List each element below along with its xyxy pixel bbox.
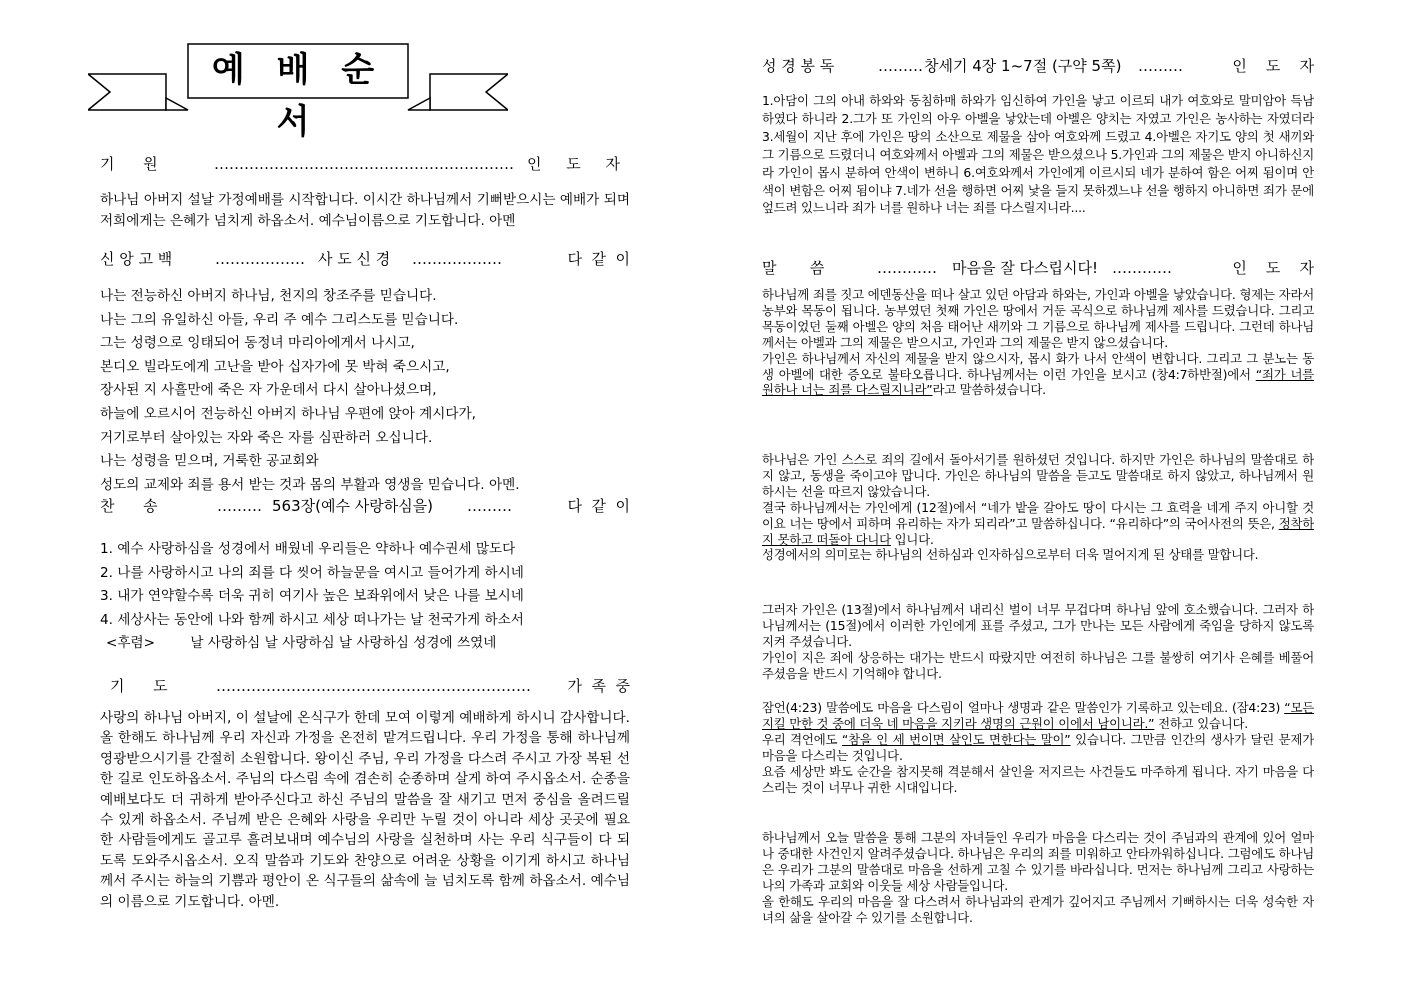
sermon-text: 있습니다. 그만큼 인간의 생사가 달린 문제가 마음을 다스리는 것입니다. bbox=[762, 731, 1314, 763]
reading-label: 성 경 봉 독 bbox=[762, 57, 835, 75]
hymn-verse: 4. 세상사는 동안에 나와 함께 하시고 세상 떠나가는 날 천국가게 하소서 bbox=[100, 611, 524, 628]
reading-dots-right: ……… bbox=[1138, 57, 1183, 75]
hymn-verse: 1. 예수 사랑하심을 성경에서 배웠네 우리들은 약하나 예수권세 많도다 bbox=[100, 541, 516, 557]
sermon-body-2 bbox=[762, 452, 1314, 563]
sermon-paragraph bbox=[762, 732, 1314, 764]
sermon-paragraph: 성경에서의 의미로는 하나님의 선하심과 인자하심으로부터 더욱 멀어지게 된 상태를 말합니다. bbox=[762, 547, 1259, 563]
hymn-chorus bbox=[100, 632, 524, 656]
sermon-quote: “참을 인 세 번이면 살인도 면한다는 말이” bbox=[841, 731, 1071, 747]
sermon-paragraph: 하나님께서 오늘 말씀을 통해 그분의 자녀들인 우리가 마음을 다스리는 것이 주님과의 관계에 있어 얼마나 중대한 사건인지 알려주셨습니다. 하나님은 우리의 죄를 미워하고 안타까워하십니다. 그럼에도 하나님은 우리가 그분의 말씀대로 마음을 선하게 고칠 수 있기를 바라십니다. 먼저는 하나님께 그리고 사랑하는 나의 가족과 교회와 이웃들 세상 사람들입니다. bbox=[762, 830, 1314, 893]
creed-line: 나는 성령을 믿으며, 거룩한 공교회와 bbox=[100, 453, 319, 470]
creed-leader: 다 같 이 bbox=[567, 250, 630, 268]
reading-heading bbox=[762, 52, 1314, 80]
sermon-paragraph: 그러자 가인은 (13절)에서 하나님께서 내리신 벌이 너무 무겁다며 하나님 앞에 호소했습니다. 그러자 하나님께서는 (15절)에서 이러한 가인에게 표를 주셨고, 그가 만나는 모든 사람에게 죽임을 당하지 않도록 지켜 주셨습니다. bbox=[762, 602, 1314, 649]
sermon-body-5 bbox=[762, 830, 1314, 925]
invocation-leader: 인 도 자 bbox=[526, 155, 630, 173]
sermon-quote: “모든 지킬 만한 것 중에 더욱 네 마음을 지키라 생명의 근원이 이에서 남이니라.” bbox=[762, 700, 1314, 731]
page-title: 예 배 순 서 bbox=[211, 50, 385, 142]
left-column bbox=[100, 0, 630, 992]
prayer-text: 사랑의 하나님 아버지, 이 설날에 온식구가 한데 모여 이렇게 예배하게 하시니 감사합니다. 올 한해도 하나님께 우리 자신과 가정을 온전히 맡겨드립니다. 우리 가정을 통해 하나님께 영광받으시기를 간절히 소원합니다. 왕이신 주님, 우리 가정을 다스려 주시고 가장 복된 선한 길로 인도하옵소서. 주님의 다스림 속에 겸손히 순종하며 살게 하여 주시옵소서. 순종을 예배보다도 더 귀하게 받아주신다고 하신 주님의 말씀을 잘 새기고 먼저 중심을 올려드릴 수 있게 하옵소서. 주님께 받은 은혜와 사랑을 우리만 누릴 것이 아니라 세상 곳곳에 필요한 사람들에게도 골고루 흘려보내며 예수님의 사랑을 실천하며 사는 우리 식구들이 다 되도록 도와주시옵소서. 오직 말씀과 기도와 찬양으로 어려운 상황을 이기게 하시고 하나님께서 주시는 하늘의 기쁨과 평안이 온 식구들의 삶속에 늘 넘치도록 함께 하옵소서. 예수님의 이름으로 기도합니다. 아멘. bbox=[100, 710, 630, 910]
hymn-verse: 2. 나를 사랑하시고 나의 죄를 다 씻어 하늘문을 여시고 들어가게 하시네 bbox=[100, 564, 524, 581]
sermon-text: 라고 말씀하셨습니다. bbox=[932, 382, 1046, 398]
invocation-label: 기 원 bbox=[100, 155, 158, 173]
sermon-text: 입니다. bbox=[890, 531, 934, 547]
hymn-dots-right: ……… bbox=[467, 497, 512, 515]
hymn-verses bbox=[100, 538, 524, 656]
sermon-paragraph: 하나님은 가인 스스로 죄의 길에서 돌아서기를 원하셨던 것입니다. 하지만 가인은 하나님의 말씀대로 하지 않고, 동생을 죽이고야 맙니다. 가인은 하나님의 말씀을 듣고도 말씀대로 하지 않았고, 하나님께서 원하시는 선을 따르지 않았습니다. bbox=[762, 452, 1314, 499]
creed-heading bbox=[100, 245, 630, 273]
sermon-paragraph: 올 한해도 우리의 마음을 잘 다스려서 하나님과의 관계가 깊어지고 주님께서 기뻐하시는 더욱 성숙한 자녀의 삶을 살아갈 수 있기를 소원합니다. bbox=[762, 893, 1314, 925]
creed-dots-right: ……………… bbox=[412, 250, 502, 268]
sermon-paragraph bbox=[762, 351, 1314, 399]
sermon-paragraph: 요즘 세상만 봐도 순간을 참지못해 격분해서 살인을 저지르는 사건들도 마주하게 됩니다. 자기 마음을 다스리는 것이 너무나 귀한 시대입니다. bbox=[762, 763, 1314, 795]
sermon-text: 결국 하나님께서는 가인에게 (12절)에서 “네가 밭을 갈아도 땅이 다시는 그 효력을 네게 주지 아니할 것이요 너는 땅에서 피하며 유리하는 자가 되리라”고 말씀하십니다. “유리하다”의 국어사전의 뜻은, bbox=[762, 499, 1314, 531]
reading-title: 창세기 4장 1~7절 (구약 5쪽) bbox=[924, 57, 1122, 75]
prayer-dots: ……………………………………………………… bbox=[216, 677, 531, 695]
sermon-text: 전하고 있습니다. bbox=[1154, 715, 1249, 731]
creed-title: 사 도 신 경 bbox=[318, 250, 391, 268]
hymn-verse: 3. 내가 연약할수록 더욱 귀히 여기사 높은 보좌위에서 낮은 나를 보시네 bbox=[100, 588, 524, 605]
creed-text bbox=[100, 285, 520, 497]
hymn-label: 찬 송 bbox=[100, 497, 158, 515]
sermon-paragraph: 하나님께 죄를 짓고 에덴동산을 떠나 살고 있던 아담과 하와는, 가인과 아벨을 낳았습니다. 형제는 자라서 농부와 목동이 됩니다. 농부였던 첫째 가인은 땅에서 거둔 곡식으로 하나님께 제사를 드렸습니다. 그리고 목동이었던 둘째 아벨은 양의 처음 태어난 새끼와 그 기름으로 하나님께 제사를 드립니다. 그런데 하나님께서는 아벨과 그의 제물은 받으시고, 가인과 그의 제물은 받지 않으셨습니다. bbox=[762, 287, 1314, 350]
creed-line: 본디오 빌라도에게 고난을 받아 십자가에 못 박혀 죽으시고, bbox=[100, 358, 450, 375]
sermon-paragraph: 가인이 지은 죄에 상응하는 대가는 반드시 따랐지만 여전히 하나님은 그를 불쌍히 여기사 은혜를 베풀어주셨음을 반드시 기억해야 합니다. bbox=[762, 649, 1314, 681]
hymn-chorus-label: <후렴> bbox=[106, 635, 156, 652]
creed-label: 신 앙 고 백 bbox=[100, 250, 173, 268]
sermon-label: 말 씀 bbox=[762, 259, 825, 277]
sermon-text: 가인은 하나님께서 자신의 제물을 받지 않으시자, 몹시 화가 나서 안색이 변합니다. 그리고 그 분노는 동생 아벨에 대한 증오로 불타오릅니다. 하나님께서는 이런 가인을 보시고 (창4:7하반절)에서 bbox=[762, 350, 1314, 382]
hymn-heading bbox=[100, 492, 630, 520]
prayer-label: 기 도 bbox=[110, 677, 168, 695]
hymn-chorus-text: 날 사랑하심 날 사랑하심 날 사랑하심 성경에 쓰였네 bbox=[190, 635, 497, 652]
right-column bbox=[762, 0, 1314, 992]
creed-line: 거기로부터 살아있는 자와 죽은 자를 심판하러 오십니다. bbox=[100, 429, 433, 446]
sermon-quote: “죄가 너를 원하나 너는 죄를 다스릴지니라” bbox=[762, 366, 1314, 398]
sermon-text: 우리 격언에도 bbox=[762, 731, 842, 747]
creed-dots-left: ……………… bbox=[215, 250, 305, 268]
sermon-body-1 bbox=[762, 287, 1314, 398]
sermon-body-3 bbox=[762, 602, 1314, 682]
sermon-leader: 인 도 자 bbox=[1232, 259, 1314, 277]
sermon-title: 마음을 잘 다스립시다! bbox=[952, 259, 1098, 277]
sermon-quote: 정착하지 못하고 떠돌아 다니다 bbox=[762, 515, 1314, 547]
reading-dots-left: ……… bbox=[878, 57, 923, 75]
hymn-leader: 다 같 이 bbox=[567, 497, 630, 515]
creed-line: 나는 전능하신 아버지 하나님, 천지의 창조주를 믿습니다. bbox=[100, 288, 437, 304]
creed-line: 나는 그의 유일하신 아들, 우리 주 예수 그리스도를 믿습니다. bbox=[100, 311, 459, 328]
sermon-body-4 bbox=[762, 700, 1314, 795]
creed-line: 그는 성령으로 잉태되어 동정녀 마리아에게서 나시고, bbox=[100, 335, 415, 352]
sermon-paragraph bbox=[762, 700, 1314, 732]
sermon-heading bbox=[762, 254, 1314, 282]
sermon-text: 잠언(4:23) 말씀에도 마음을 다스림이 얼마나 생명과 같은 말씀인가 기록하고 있는데요. (잠4:23) bbox=[762, 700, 1285, 715]
sermon-dots-left: ………… bbox=[877, 259, 937, 277]
hymn-dots-left: ……… bbox=[217, 497, 262, 515]
invocation-dots: …………………………………………………… bbox=[214, 155, 514, 173]
sermon-dots-right: ………… bbox=[1112, 259, 1172, 277]
sermon-paragraph bbox=[762, 500, 1314, 548]
title-banner bbox=[88, 38, 488, 142]
creed-line: 성도의 교제와 죄를 용서 받는 것과 몸의 부활과 영생을 믿습니다. 아멘. bbox=[100, 476, 520, 493]
prayer-leader: 가 족 중 bbox=[567, 677, 630, 695]
invocation-heading bbox=[100, 150, 630, 178]
creed-line: 하늘에 오르시어 전능하신 아버지 하나님 우편에 앉아 계시다가, bbox=[100, 405, 476, 422]
reading-text: 1.아담이 그의 아내 하와와 동침하매 하와가 임신하여 가인을 낳고 이르되 내가 여호와로 말미암아 득남하였다 하니라 2.그가 또 가인의 아우 아벨을 낳았는데 아벨은 양치는 자였고 가인은 농사하는 자였더라 3.세월이 지난 후에 가인은 땅의 소산으로 제물을 삼아 여호와께 드렸고 4.아벨은 자기도 양의 첫 새끼와 그 기름으로 드렸더니 여호와께서 아벨과 그의 제물은 받으셨으나 5.가인과 그의 제물은 받지 아니하신지라 가인이 몹시 분하여 안색이 변하니 6.여호와께서 가인에게 이르시되 네가 분하여 함은 어찌 됨이며 안색이 변함은 어찌 됨이냐 7.네가 선을 행하면 어찌 낯을 들지 못하겠느냐 선을 행하지 아니하면 죄가 문에 엎드려 있느니라 죄가 너를 원하나 너는 죄를 다스릴지니라.... bbox=[762, 93, 1314, 216]
hymn-title: 563장(예수 사랑하심을) bbox=[272, 497, 434, 515]
invocation-text: 하나님 아버지 설날 가정예배를 시작합니다. 이시간 하나님께서 기뻐받으시는 예배가 되며 저희에게는 은혜가 넘치게 하옵소서. 예수님이름으로 기도합니다. 아멘 bbox=[100, 192, 630, 229]
prayer-heading bbox=[100, 672, 630, 700]
reading-leader: 인 도 자 bbox=[1232, 57, 1314, 75]
creed-line: 장사된 지 사흘만에 죽은 자 가운데서 다시 살아나셨으며, bbox=[100, 382, 437, 399]
